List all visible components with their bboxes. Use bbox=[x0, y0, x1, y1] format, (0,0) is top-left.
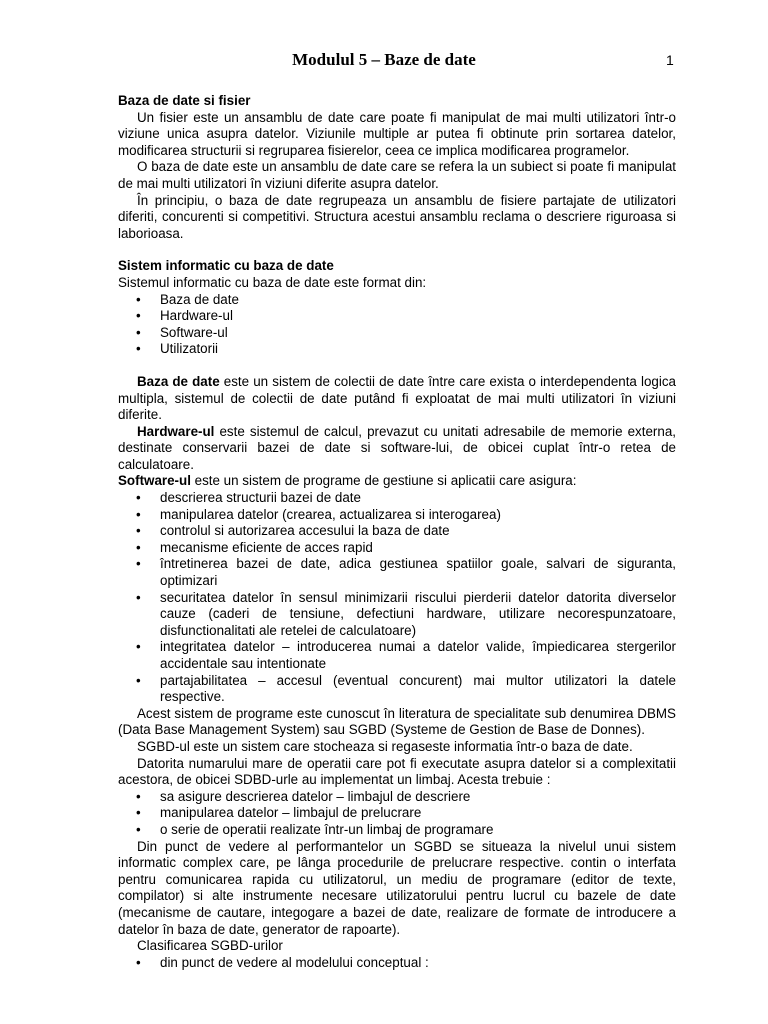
paragraph-baza-de-date: Baza de date este un sistem de colectii de date între care exista o interdependenta logica multipla, sistemul de colectii de date putând fi exploatat de mai multi utilizatori în viziuni diferite. bbox=[118, 373, 676, 423]
components-list bbox=[118, 292, 676, 358]
list-item: • Hardware-ul bbox=[118, 308, 676, 325]
list-item: • din punct de vedere al modelului conceptual : bbox=[118, 955, 676, 972]
term-software: Software-ul bbox=[118, 473, 191, 489]
document-body bbox=[118, 93, 676, 971]
list-item: • Baza de date bbox=[118, 292, 676, 309]
term-baza-de-date: Baza de date bbox=[137, 373, 220, 389]
list-item: • Software-ul bbox=[118, 325, 676, 342]
classification-list bbox=[118, 955, 676, 972]
page-title: Modulul 5 – Baze de date bbox=[292, 50, 476, 69]
paragraph: SGBD-ul este un sistem care stocheaza si regaseste informatia într-o baza de date. bbox=[137, 738, 633, 754]
paragraph: Din punct de vedere al performantelor un SGBD se situeaza la nivelul unui sistem informatic complex care, pe lânga procedurile de prelucrare respective. contin o interfata pentru comunicarea rapida cu utilizatorul, un mediu de programare (editor de texte, compilator) si alte instrumente necesare utilizatorului pentru lucrul cu bazele de date (mecanisme de cautare, integogare a bazei de date, realizare de formate de introducere a datelor în baza de date, generator de rapoarte). bbox=[118, 838, 676, 937]
paragraph: Un fisier este un ansamblu de date care poate fi manipulat de mai multi utilizatori într-o viziune unica asupra datelor. Viziunile multiple ar putea fi obtinute prin sortarea datelor, modificarea structurii si regruparea fisierelor, ceea ce implica modificarea programelor. bbox=[118, 109, 676, 158]
list-item: • manipularea datelor – limbajul de prelucrare bbox=[118, 805, 676, 822]
list-item: • Utilizatorii bbox=[118, 341, 676, 358]
list-item: • manipularea datelor (crearea, actualizarea si interogarea) bbox=[118, 507, 676, 524]
paragraph: Acest sistem de programe este cunoscut în literatura de specialitate sub denumirea DBMS (Data Base Management System) sau SGBD (Systeme de Gestion de Base de Donnes). bbox=[118, 705, 676, 738]
list-item: • întretinerea bazei de date, adica gestiunea spatiilor goale, salvari de siguranta, optimizari bbox=[118, 556, 676, 589]
paragraph: O baza de date este un ansamblu de date care se refera la un subiect si poate fi manipulat de mai multi utilizatori în viziuni diferite asupra datelor. bbox=[118, 159, 676, 191]
list-item: • sa asigure descrierea datelor – limbajul de descriere bbox=[118, 789, 676, 806]
paragraph-software: Software-ul este un sistem de programe de gestiune si aplicatii care asigura: bbox=[118, 473, 577, 489]
list-item: • descrierea structurii bazei de date bbox=[118, 490, 676, 507]
section-heading-baza-de-date-si-fisier: Baza de date si fisier bbox=[118, 93, 251, 108]
list-item: • mecanisme eficiente de acces rapid bbox=[118, 540, 676, 557]
list-item: • partajabilitatea – accesul (eventual concurent) mai multor utilizatori la datele respective. bbox=[118, 673, 676, 706]
language-list bbox=[118, 789, 676, 839]
page-number: 1 bbox=[666, 52, 674, 68]
paragraph: În principiu, o baza de date regrupeaza un ansamblu de fisiere partajate de utilizatori diferiti, concurenti si competitivi. Structura acestui ansamblu reclama o descriere riguroasa si laborioasa. bbox=[118, 192, 676, 241]
list-item: • o serie de operatii realizate într-un limbaj de programare bbox=[118, 822, 676, 839]
paragraph-hardware: Hardware-ul este sistemul de calcul, prevazut cu unitati adresabile de memorie externa, destinate conservarii bazei de date si software-lui, de obicei cuplat într-o retea de calculatoare. bbox=[118, 423, 676, 472]
section-heading-sistem-informatic: Sistem informatic cu baza de date bbox=[118, 258, 334, 274]
list-item: • controlul si autorizarea accesului la baza de date bbox=[118, 523, 676, 540]
paragraph: Clasificarea SGBD-urilor bbox=[137, 938, 283, 954]
paragraph: Sistemul informatic cu baza de date este format din: bbox=[118, 274, 427, 290]
list-item: • securitatea datelor în sensul minimizarii riscului pierderii datelor datorita diverselor cauze (caderi de tensiune, defectiuni hardware, utilizare necorespunzatoare, disfunctionalitati ale retelei de calculatoare) bbox=[118, 590, 676, 640]
term-hardware: Hardware-ul bbox=[137, 423, 215, 439]
software-functions-list bbox=[118, 490, 676, 706]
list-item: • integritatea datelor – introducerea numai a datelor valide, împiedicarea stergerilor accidentale sau intentionate bbox=[118, 639, 676, 672]
paragraph: Datorita numarului mare de operatii care pot fi executate asupra datelor si a complexitatii acestora, de obicei SDBD-urle au implementat un limbaj. Acesta trebuie : bbox=[118, 755, 676, 788]
